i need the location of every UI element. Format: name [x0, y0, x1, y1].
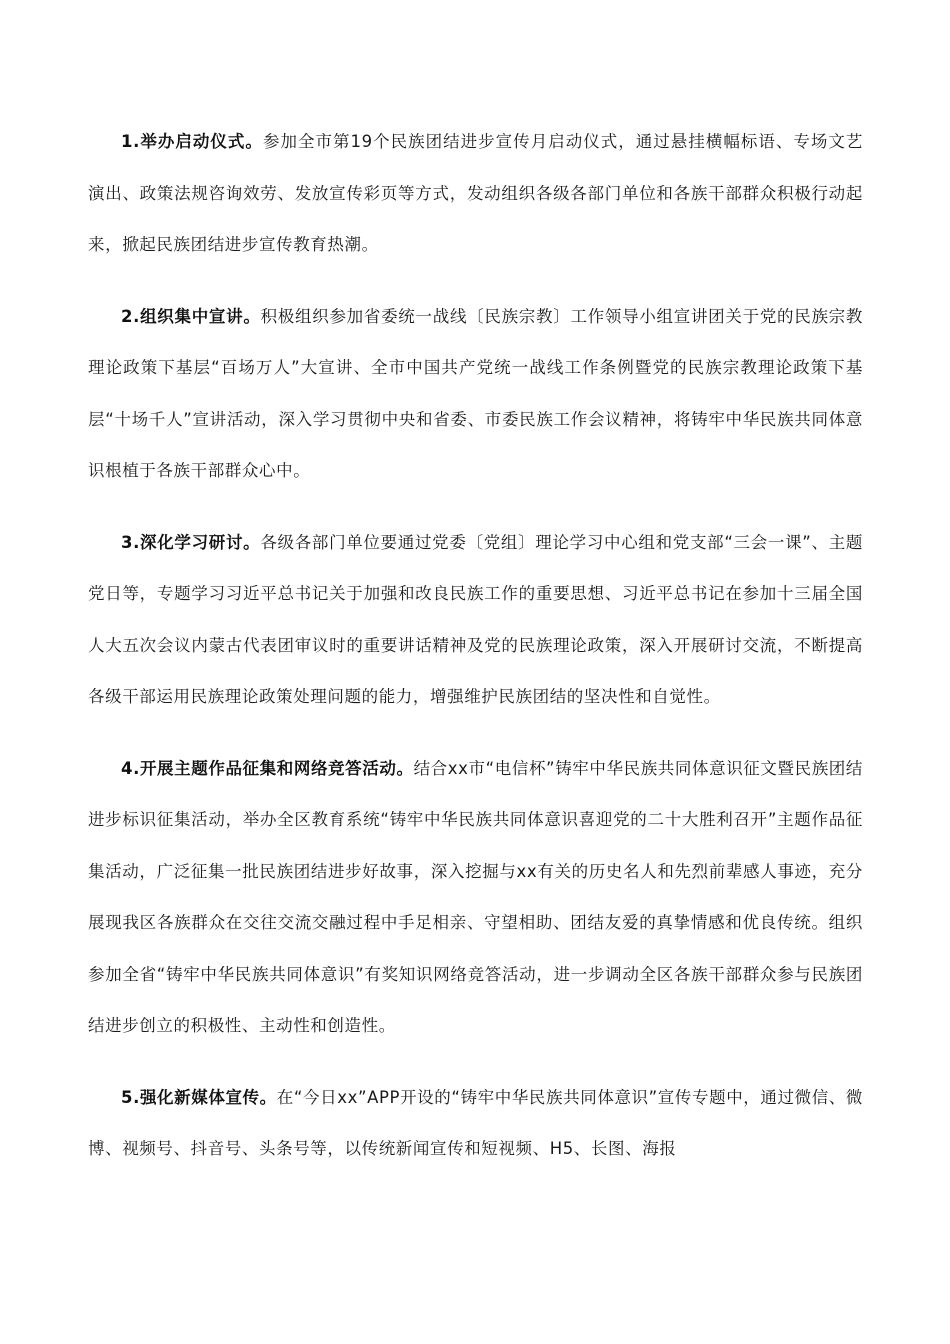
paragraph-1-heading: 1.举办启动仪式。	[121, 132, 263, 151]
paragraph-3	[88, 517, 863, 723]
paragraph-3-heading: 3.深化学习研讨。	[121, 532, 261, 552]
paragraph-2	[88, 291, 863, 497]
paragraph-5-heading: 5.强化新媒体宣传。	[121, 1087, 277, 1107]
paragraph-5	[88, 1072, 863, 1175]
paragraph-2-heading: 2.组织集中宣讲。	[121, 306, 261, 326]
paragraph-1-text: 参加全市第19个民族团结进步宣传月启动仪式，通过悬挂横幅标语、专场文艺演出、政策法规咨询效劳、发放宣传彩页等方式，发动组织各级各部门单位和各族干部群众积极行动起来，掀起民族团结进步宣传教育热潮。	[88, 132, 863, 254]
paragraph-4	[88, 743, 863, 1052]
paragraph-1	[88, 116, 863, 271]
paragraph-5-text: 在“今日xx”APP开设的“铸牢中华民族共同体意识”宣传专题中，通过微信、微博、视频号、抖音号、头条号等，以传统新闻宣传和短视频、H5、长图、海报	[88, 1087, 863, 1158]
paragraph-4-text: 结合xx市“电信杯”铸牢中华民族共同体意识征文暨民族团结进步标识征集活动，举办全区教育系统“铸牢中华民族共同体意识喜迎党的二十大胜利召开”主题作品征集活动，广泛征集一批民族团结进步好故事，深入挖掘与xx有关的历史名人和先烈前辈感人事迹，充分展现我区各族群众在交往交流交融过程中手足相亲、守望相助、团结友爱的真挚情感和优良传统。组织参加全省“铸牢中华民族共同体意识”有奖知识网络竞答活动，进一步调动全区各族干部群众参与民族团结进步创立的积极性、主动性和创造性。	[88, 758, 863, 1035]
paragraph-2-text: 积极组织参加省委统一战线〔民族宗教〕工作领导小组宣讲团关于党的民族宗教理论政策下基层“百场万人”大宣讲、全市中国共产党统一战线工作条例暨党的民族宗教理论政策下基层“十场千人”宣讲活动，深入学习贯彻中央和省委、市委民族工作会议精神，将铸牢中华民族共同体意识根植于各族干部群众心中。	[88, 306, 863, 480]
document-body	[88, 116, 863, 1195]
paragraph-3-text: 各级各部门单位要通过党委〔党组〕理论学习中心组和党支部“三会一课”、主题党日等，专题学习习近平总书记关于加强和改良民族工作的重要思想、习近平总书记在参加十三届全国人大五次会议内蒙古代表团审议时的重要讲话精神及党的民族理论政策，深入开展研讨交流，不断提高各级干部运用民族理论政策处理问题的能力，增强维护民族团结的坚决性和自觉性。	[88, 532, 863, 706]
paragraph-4-heading: 4.开展主题作品征集和网络竞答活动。	[121, 758, 414, 778]
